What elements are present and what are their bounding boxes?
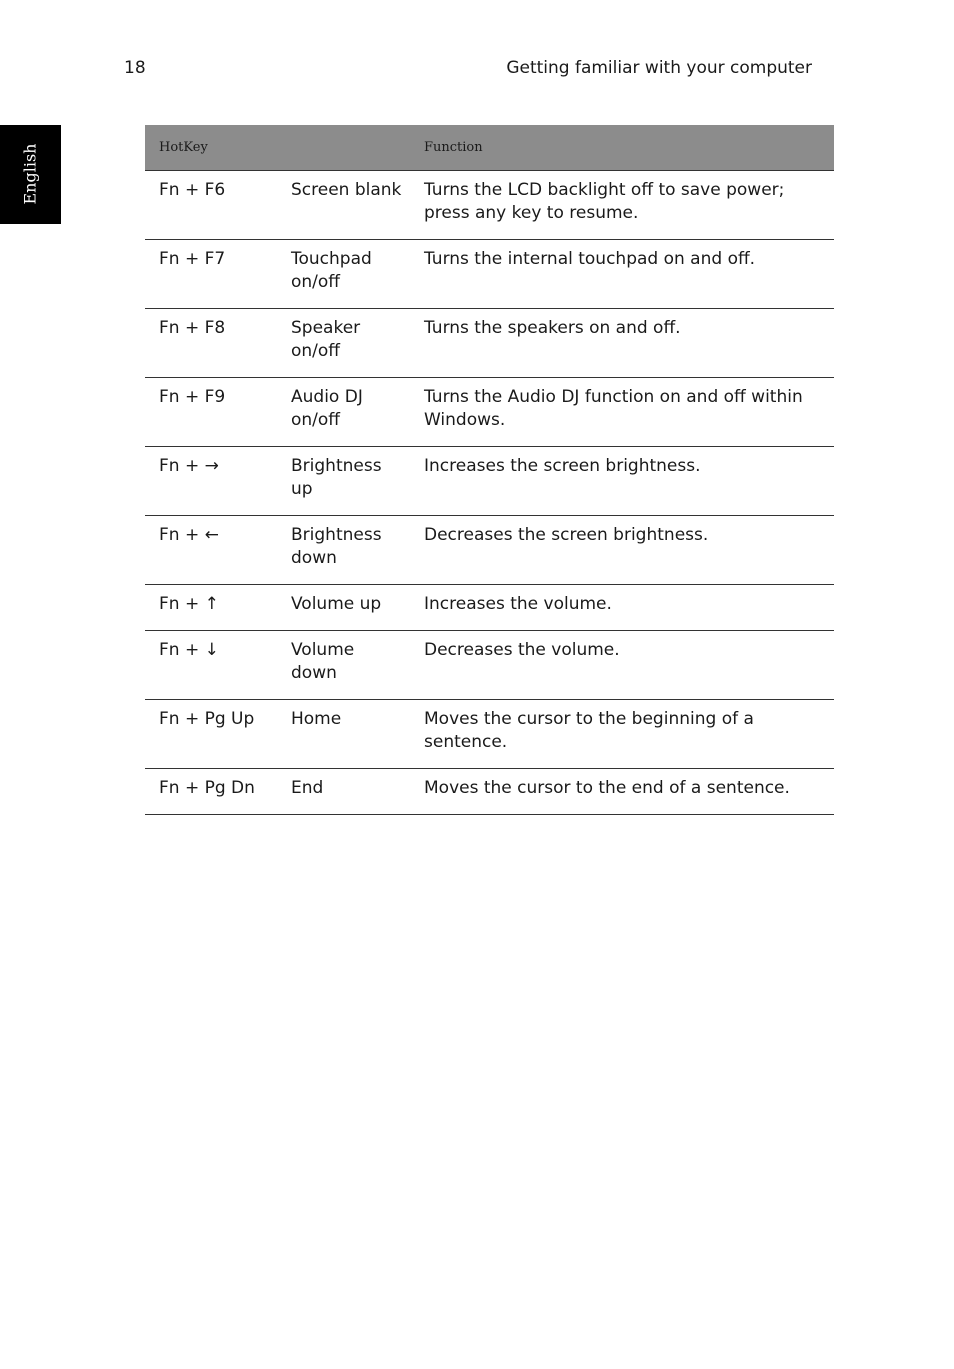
table-row <box>145 631 834 700</box>
hotkey-table <box>145 125 834 815</box>
hotkey-name-cell: Brightness up <box>277 447 410 516</box>
hotkey-description-cell: Moves the cursor to the end of a sentence. <box>410 769 834 815</box>
table-row <box>145 700 834 769</box>
hotkey-description-cell: Turns the speakers on and off. <box>410 309 834 378</box>
hotkey-description-cell: Increases the screen brightness. <box>410 447 834 516</box>
hotkey-name-cell: End <box>277 769 410 815</box>
table-row <box>145 447 834 516</box>
hotkey-name-cell: Speaker on/off <box>277 309 410 378</box>
hotkey-description-cell: Increases the volume. <box>410 585 834 631</box>
hotkey-cell: Fn + Pg Up <box>145 700 277 769</box>
hotkey-description-cell: Turns the Audio DJ function on and off within Windows. <box>410 378 834 447</box>
hotkey-description-cell: Turns the LCD backlight off to save power; press any key to resume. <box>410 171 834 240</box>
hotkey-cell: Fn + Pg Dn <box>145 769 277 815</box>
hotkey-name-cell: Volume down <box>277 631 410 700</box>
page-number: 18 <box>124 58 146 78</box>
table-row <box>145 769 834 815</box>
hotkey-cell: Fn + ↓ <box>145 631 277 700</box>
language-side-tab-label: English <box>20 143 40 205</box>
running-header: Getting familiar with your computer <box>506 58 812 78</box>
table-row <box>145 585 834 631</box>
header-function: Function <box>410 125 834 171</box>
hotkey-name-cell: Volume up <box>277 585 410 631</box>
hotkey-description-cell: Moves the cursor to the beginning of a sentence. <box>410 700 834 769</box>
header-hotkey: HotKey <box>145 125 277 171</box>
hotkey-name-cell: Home <box>277 700 410 769</box>
hotkey-cell: Fn + F9 <box>145 378 277 447</box>
hotkey-cell: Fn + F8 <box>145 309 277 378</box>
table-row <box>145 309 834 378</box>
table-row <box>145 171 834 240</box>
hotkey-cell: Fn + → <box>145 447 277 516</box>
hotkey-cell: Fn + F7 <box>145 240 277 309</box>
table-row <box>145 516 834 585</box>
hotkey-cell: Fn + ← <box>145 516 277 585</box>
table-row <box>145 240 834 309</box>
hotkey-description-cell: Decreases the screen brightness. <box>410 516 834 585</box>
hotkey-cell: Fn + F6 <box>145 171 277 240</box>
hotkey-name-cell: Audio DJ on/off <box>277 378 410 447</box>
header-icon <box>277 125 410 171</box>
hotkey-name-cell: Brightness down <box>277 516 410 585</box>
hotkey-description-cell: Decreases the volume. <box>410 631 834 700</box>
hotkey-cell: Fn + ↑ <box>145 585 277 631</box>
hotkey-description-cell: Turns the internal touchpad on and off. <box>410 240 834 309</box>
hotkey-name-cell: Touchpad on/off <box>277 240 410 309</box>
table-row <box>145 378 834 447</box>
table-header-row <box>145 125 834 171</box>
hotkey-name-cell: Screen blank <box>277 171 410 240</box>
